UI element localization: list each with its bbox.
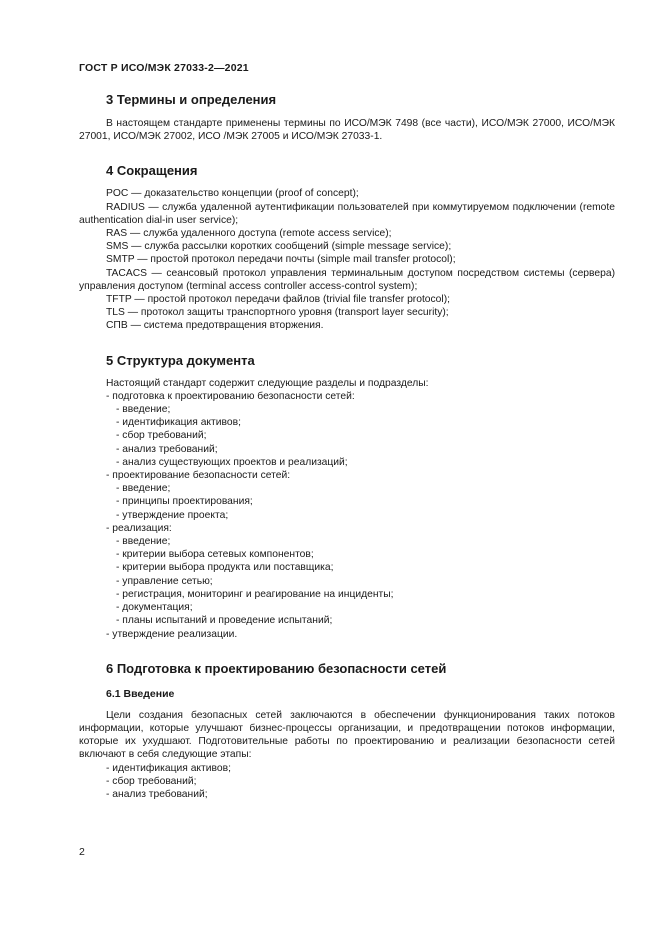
list-item: - управление сетью; [116,575,213,587]
list-item: - планы испытаний и проведение испытаний; [116,615,333,627]
section-3-text: В настоящем стандарте применены термины по ИСО/МЭК 7498 (все части), ИСО/МЭК 27000, ИСО/МЭК 27001, ИСО/МЭК 27002, ИСО /МЭК 27005 и ИСО/МЭК 27033-1. [79,118,615,143]
section-6-title: 6 Подготовка к проектированию безопасности сетей [106,660,447,676]
list-item: - анализ требований; [106,788,208,800]
section-4-title: 4 Сокращения [106,163,198,179]
abbr-radius: RADIUS — служба удаленной аутентификации пользователей при коммутируемом подключении (remote authentication dial-in user service); [79,201,615,226]
abbr-tacacs: TACACS — сеансовый протокол управления терминальным доступом посредством системы (сервера) управления доступом (terminal access controller access-control system); [79,267,615,292]
abbr-smtp: SMTP — простой протокол передачи почты (simple mail transfer protocol); [106,254,456,266]
abbr-tls: TLS — протокол защиты транспортного уровня (transport layer security); [106,307,449,319]
list-item: - реализация: [106,522,172,534]
list-item: - введение; [116,483,171,495]
section-3-title: 3 Термины и определения [106,92,277,107]
section-5-intro: Настоящий стандарт содержит следующие разделы и подразделы: [106,377,429,389]
section-6-1-text: Цели создания безопасных сетей заключаются в обеспечении функционирования таких потоков информации, которые улучшают бизнес-процессы организации, и предотвращении потоков информации, которые их ухудшают. Подготовительные работы по проектированию и реализации безопасности сетей включают в себя следующие этапы: [79,709,615,761]
list-item: - анализ существующих проектов и реализаций; [116,456,348,468]
list-item: - документация; [116,602,193,614]
list-item: - идентификация активов; [116,417,241,429]
document-header: ГОСТ Р ИСО/МЭК 27033-2—2021 [79,62,249,74]
list-item: - утверждение проекта; [116,509,229,521]
list-item: - принципы проектирования; [116,496,253,508]
list-item: - идентификация активов; [106,762,231,774]
list-item: - введение; [116,536,171,548]
list-item: - критерии выбора продукта или поставщика; [116,562,334,574]
section-5-title: 5 Структура документа [106,352,255,368]
list-item: - анализ требований; [116,443,218,455]
abbr-spv: СПВ — система предотвращения вторжения. [106,320,324,332]
list-item: - критерии выбора сетевых компонентов; [116,549,314,561]
list-item: - регистрация, мониторинг и реагирование на инциденты; [116,588,394,600]
page-number: 2 [79,846,85,858]
list-item: - сбор требований; [116,430,207,442]
list-item: - проектирование безопасности сетей: [106,470,291,482]
list-item: - сбор требований; [106,775,197,787]
page-content [79,92,615,801]
list-item: - введение; [116,404,171,416]
abbr-sms: SMS — служба рассылки коротких сообщений (simple message service); [106,241,452,253]
abbr-ras: RAS — служба удаленного доступа (remote access service); [106,228,392,240]
list-item: - подготовка к проектированию безопасности сетей: [106,390,355,402]
list-item: - утверждение реализации. [106,628,238,640]
abbr-tftp: TFTP — простой протокол передачи файлов (trivial file transfer protocol); [106,294,450,306]
abbr-poc: POC — доказательство концепции (proof of concept); [106,188,359,200]
section-6-1-title: 6.1 Введение [106,687,175,700]
